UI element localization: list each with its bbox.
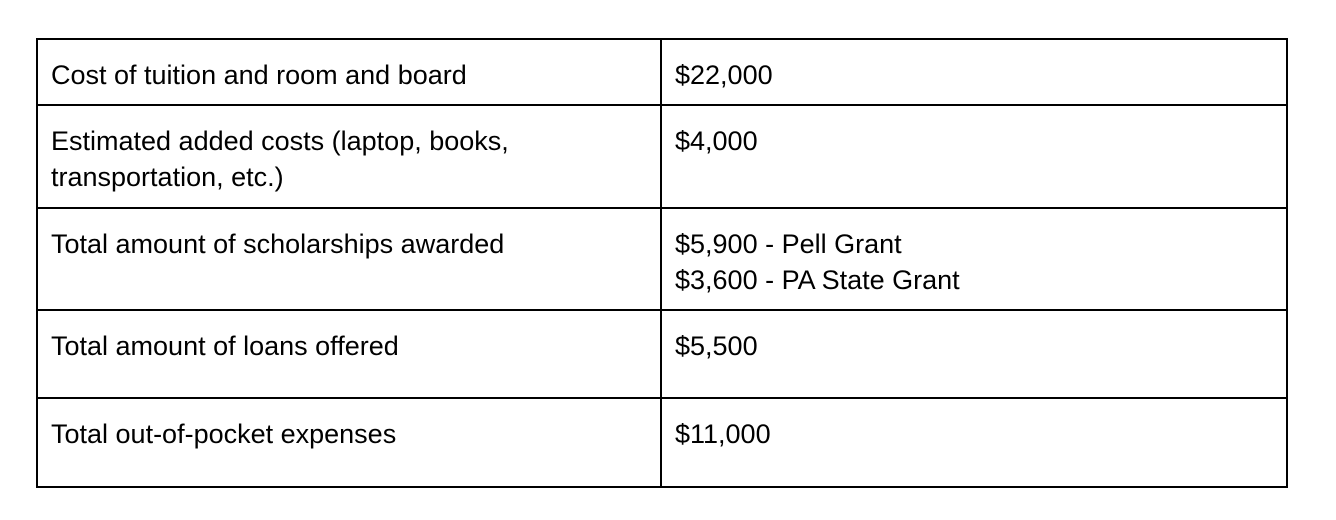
row-value: $22,000 bbox=[675, 60, 773, 90]
row-label: Total amount of scholarships awarded bbox=[37, 208, 661, 310]
row-label: Total amount of loans offered bbox=[37, 310, 661, 398]
row-value-cell bbox=[661, 310, 1287, 398]
row-value-cell bbox=[661, 105, 1287, 208]
row-value: $4,000 bbox=[675, 126, 758, 156]
table-row bbox=[37, 105, 1287, 208]
row-value: $5,900 - Pell Grant bbox=[675, 229, 902, 259]
row-value: $11,000 bbox=[675, 419, 771, 449]
row-value: $5,500 bbox=[675, 331, 758, 361]
table-row bbox=[37, 39, 1287, 105]
table-row bbox=[37, 398, 1287, 487]
row-value-cell bbox=[661, 398, 1287, 487]
cost-breakdown-table bbox=[36, 38, 1288, 488]
table-row bbox=[37, 310, 1287, 398]
row-value-cell bbox=[661, 39, 1287, 105]
row-label: Total out-of-pocket expenses bbox=[37, 398, 661, 487]
row-label: Cost of tuition and room and board bbox=[37, 39, 661, 105]
row-value: $3,600 - PA State Grant bbox=[675, 265, 960, 295]
row-label: Estimated added costs (laptop, books, transportation, etc.) bbox=[37, 105, 661, 208]
table-row bbox=[37, 208, 1287, 310]
row-value-cell bbox=[661, 208, 1287, 310]
